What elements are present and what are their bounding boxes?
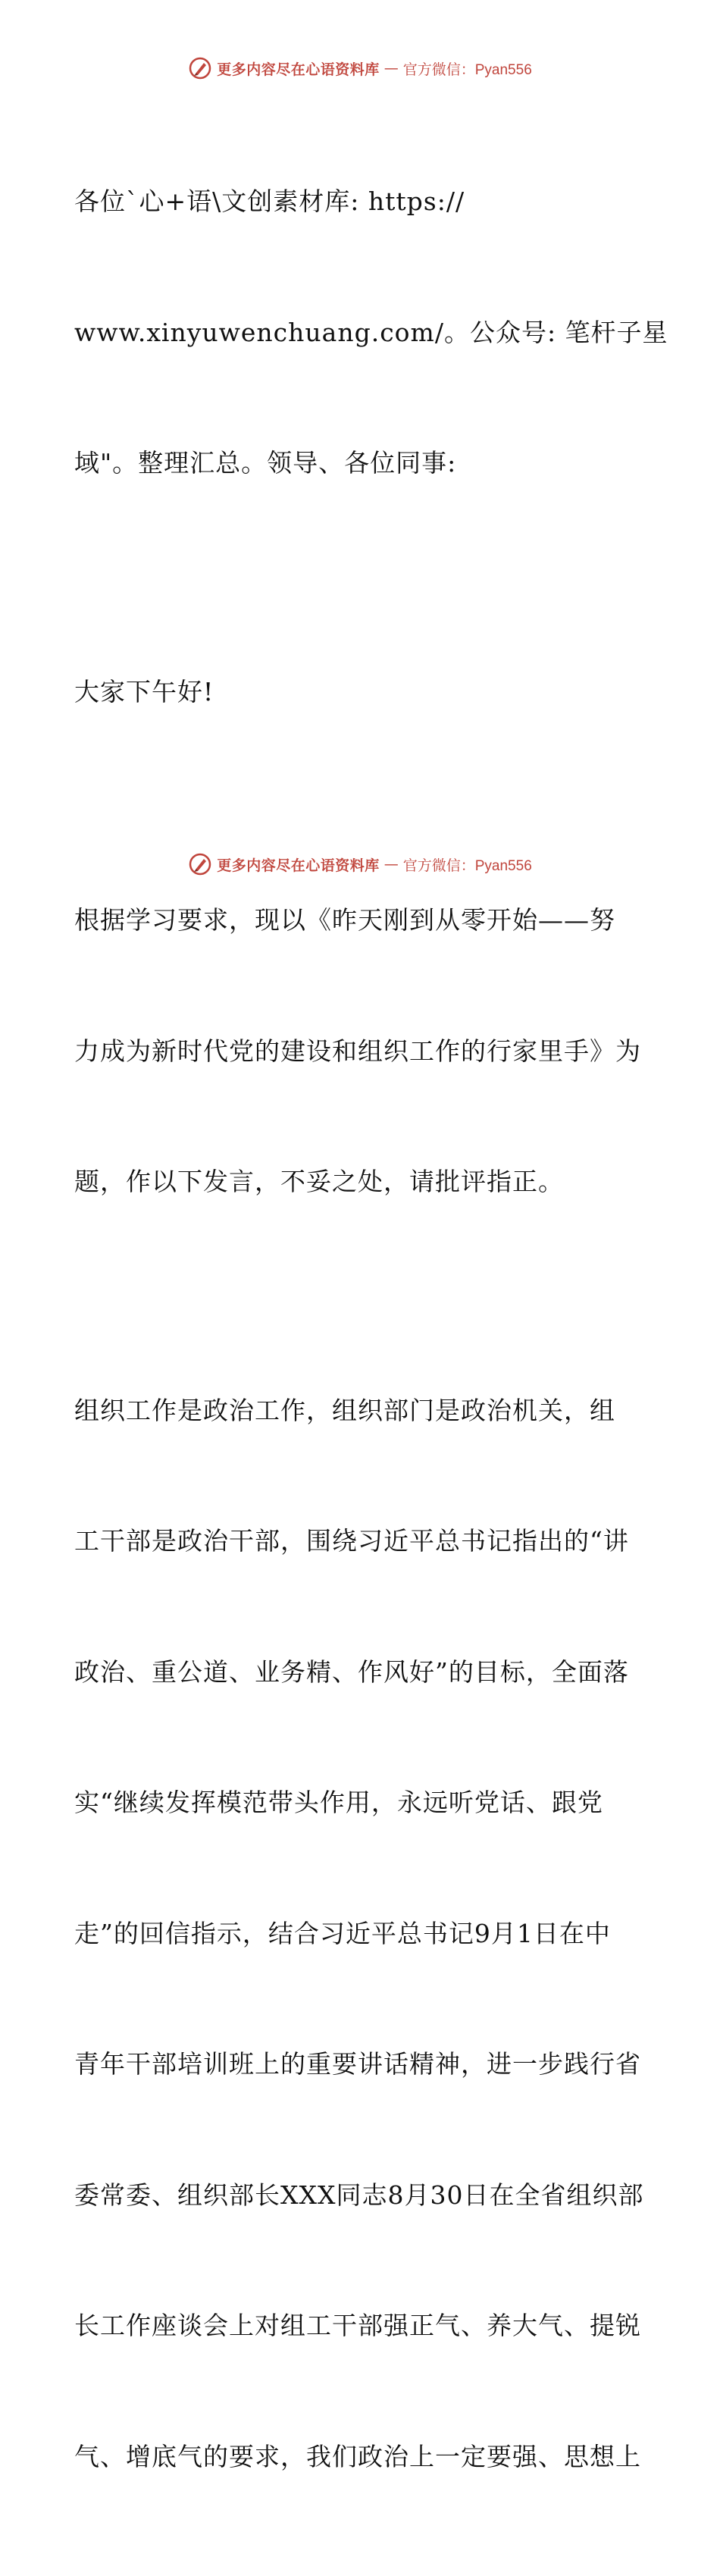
pen-logo-icon	[188, 56, 212, 80]
footer-watermark	[0, 851, 720, 878]
text-line: 长工作座谈会上对组工干部强正气、养大气、提锐	[74, 2311, 641, 2340]
text-line: 工干部是政治干部，围绕习近平总书记指出的“讲	[74, 1526, 629, 1556]
paragraph-intro	[74, 92, 668, 572]
text-line: www.xinyuwenchuang.com/。公众号: 笔杆子星	[74, 317, 668, 347]
watermark-separator: —	[383, 856, 399, 873]
paragraph-greeting	[74, 583, 650, 801]
text-line: 力成为新时代党的建设和组织工作的行家里手》为	[74, 1036, 641, 1066]
text-line: 青年干部培训班上的重要讲话精神，进一步践行省	[74, 2049, 641, 2079]
paragraph-topic	[74, 811, 650, 1291]
pen-logo-icon	[188, 852, 212, 876]
text-line: 域"。整理汇总。领导、各位同事:	[74, 448, 457, 478]
text-line: 题，作以下发言，不妥之处，请批评指正。	[74, 1167, 564, 1196]
watermark-separator: —	[383, 60, 399, 77]
text-line: 政治、重公道、业务精、作风好”的目标，全面落	[74, 1656, 629, 1687]
watermark-text: 更多内容尽在心语资料库	[217, 61, 380, 78]
text-line: 走”的回信指示，结合习近平总书记9月1日在中	[74, 1918, 611, 1948]
text-line: 气、增底气的要求，我们政治上一定要强、思想上	[74, 2441, 641, 2471]
text-line: 根据学习要求，现以《昨天刚到从零开始——努	[74, 905, 615, 935]
watermark-suffix: 官方微信：Pyan556	[402, 61, 532, 78]
text-line: 委常委、组织部长XXX同志8月30日在全省组织部	[74, 2180, 644, 2210]
text-line: 实“继续发挥模范带头作用，永远听党话、跟党	[74, 1788, 603, 1817]
paragraph-body	[74, 1302, 650, 2566]
text-line: 大家下午好!	[74, 676, 214, 707]
text-line: 各位`心+语\文创素材库: https://	[74, 186, 465, 216]
watermark-suffix: 官方微信：Pyan556	[402, 857, 532, 874]
text-line: 组织工作是政治工作，组织部门是政治机关，组	[74, 1395, 615, 1425]
watermark-text: 更多内容尽在心语资料库	[217, 857, 380, 874]
header-watermark	[0, 55, 720, 82]
document-body	[74, 92, 668, 2576]
